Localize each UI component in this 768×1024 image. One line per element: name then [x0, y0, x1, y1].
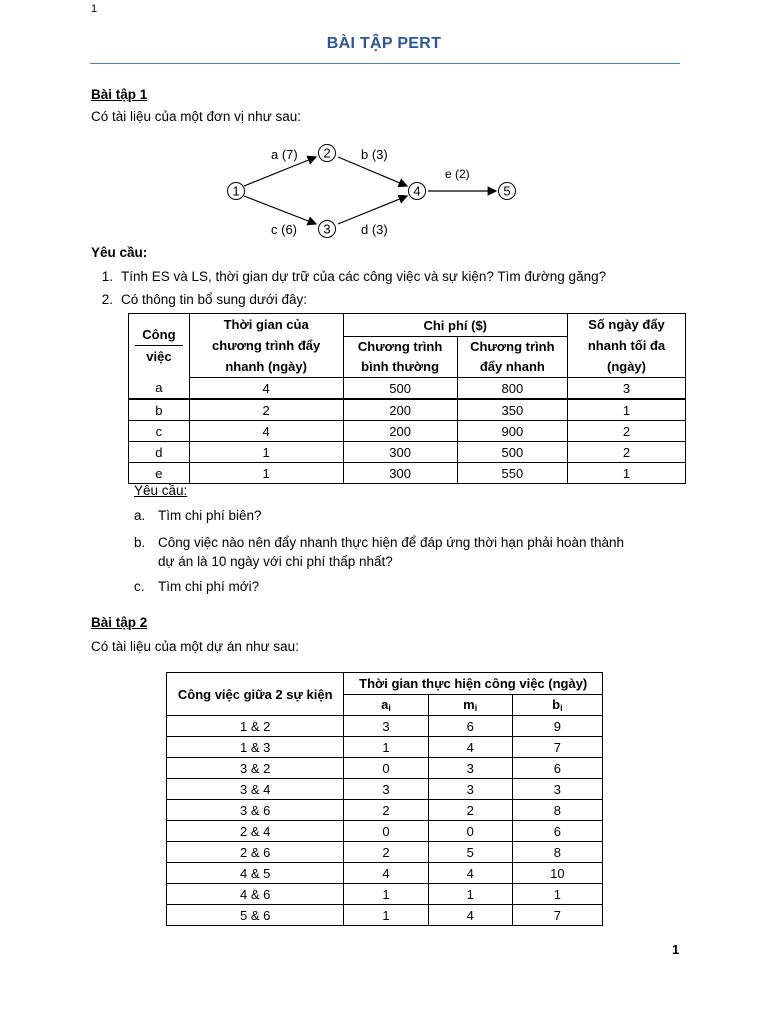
- sub-requirement-a: a. Tìm chi phí biên?: [134, 508, 262, 523]
- node-3: [319, 221, 336, 238]
- edge-c-label: c (6): [271, 222, 297, 237]
- table-row: 3 & 6 2 2 8: [167, 800, 603, 821]
- node-1-label: 1: [232, 183, 240, 199]
- pert-network-diagram: [220, 140, 520, 242]
- th-cost: Chi phí ($): [343, 314, 567, 337]
- requirement-1-text: Tính ES và LS, thời gian dự trữ của các công việc và sự kiện? Tìm đường găng?: [121, 269, 607, 284]
- node-2-label: 2: [323, 145, 331, 161]
- th-m: mi: [428, 695, 512, 716]
- th-a: ai: [344, 695, 428, 716]
- th-normal-cost: Chương trình bình thường: [343, 337, 457, 378]
- requirement-2-number: 2.: [101, 292, 113, 307]
- node-2: [319, 145, 336, 162]
- table-row: d 1 300 500 2: [129, 442, 686, 463]
- th-duration: Thời gian thực hiện công việc (ngày): [344, 673, 603, 695]
- requirement-1: [91, 269, 606, 284]
- table-row: e 1 300 550 1: [129, 463, 686, 484]
- edge-c: [244, 196, 316, 224]
- requirement-2-text: Có thông tin bổ sung dưới đây:: [121, 292, 308, 307]
- table-row: 1 & 3 1 4 7: [167, 737, 603, 758]
- th-crash-time: Thời gian của chương trình đẩy nhanh (ngày): [189, 314, 343, 378]
- table-row: b 2 200 350 1: [129, 399, 686, 421]
- requirement-1-number: 1.: [101, 269, 113, 284]
- sub-requirement-b-line-2: dự án là 10 ngày với chi phí thấp nhất?: [158, 554, 393, 569]
- node-1: [228, 183, 245, 200]
- page-title: BÀI TẬP PERT: [326, 35, 442, 52]
- edge-d: [338, 196, 407, 224]
- edge-a-label: a (7): [271, 147, 298, 162]
- th-activity: Công việc giữa 2 sự kiện: [167, 673, 344, 716]
- sub-requirements-label: Yêu cầu:: [134, 483, 188, 498]
- edge-d-label: d (3): [361, 222, 388, 237]
- table-row: 3 & 2 0 3 6: [167, 758, 603, 779]
- table-row: 4 & 5 4 4 10: [167, 863, 603, 884]
- exercise-2-heading: Bài tập 2: [91, 615, 148, 630]
- title-divider: [90, 63, 680, 64]
- footer-page-number: 1: [672, 942, 680, 957]
- sub-requirement-b: b. Công việc nào nên đẩy nhanh thực hiện để đáp ứng thời hạn phải hoàn thành: [134, 535, 625, 550]
- edge-e-label: e (2): [445, 167, 470, 181]
- edge-b-label: b (3): [361, 147, 388, 162]
- table-row: 4 & 6 1 1 1: [167, 884, 603, 905]
- table-row: 3 & 4 3 3 3: [167, 779, 603, 800]
- table-row: 1 & 2 3 6 9: [167, 716, 603, 737]
- exercise-1-heading: Bài tập 1: [91, 87, 148, 102]
- header-page-number: 1: [91, 3, 98, 15]
- node-5-label: 5: [503, 183, 511, 199]
- th-max-days: Số ngày đẩy nhanh tối đa (ngày): [567, 314, 685, 378]
- crash-cost-table: [128, 313, 686, 484]
- node-5: [499, 183, 516, 200]
- table-row: 2 & 6 2 5 8: [167, 842, 603, 863]
- table-row: c 4 200 900 2: [129, 421, 686, 442]
- sub-requirement-c: c. Tìm chi phí mới?: [134, 579, 260, 594]
- exercise-2-intro: Có tài liệu của một dự án như sau:: [91, 639, 299, 654]
- exercise-1-intro: Có tài liệu của một đơn vị như sau:: [91, 109, 301, 124]
- table-row: 5 & 6 1 4 7: [167, 905, 603, 926]
- table-row: a 4 500 800 3: [129, 378, 686, 400]
- requirements-label: Yêu cầu:: [91, 245, 148, 260]
- node-3-label: 3: [323, 221, 331, 237]
- requirement-2: [91, 292, 307, 307]
- node-4: [409, 183, 426, 200]
- node-4-label: 4: [413, 183, 421, 199]
- th-crash-cost: Chương trình đẩy nhanh: [457, 337, 567, 378]
- table-row: 2 & 4 0 0 6: [167, 821, 603, 842]
- th-b: bi: [512, 695, 602, 716]
- th-job: Công việc: [129, 314, 190, 378]
- activity-time-table: [166, 672, 603, 926]
